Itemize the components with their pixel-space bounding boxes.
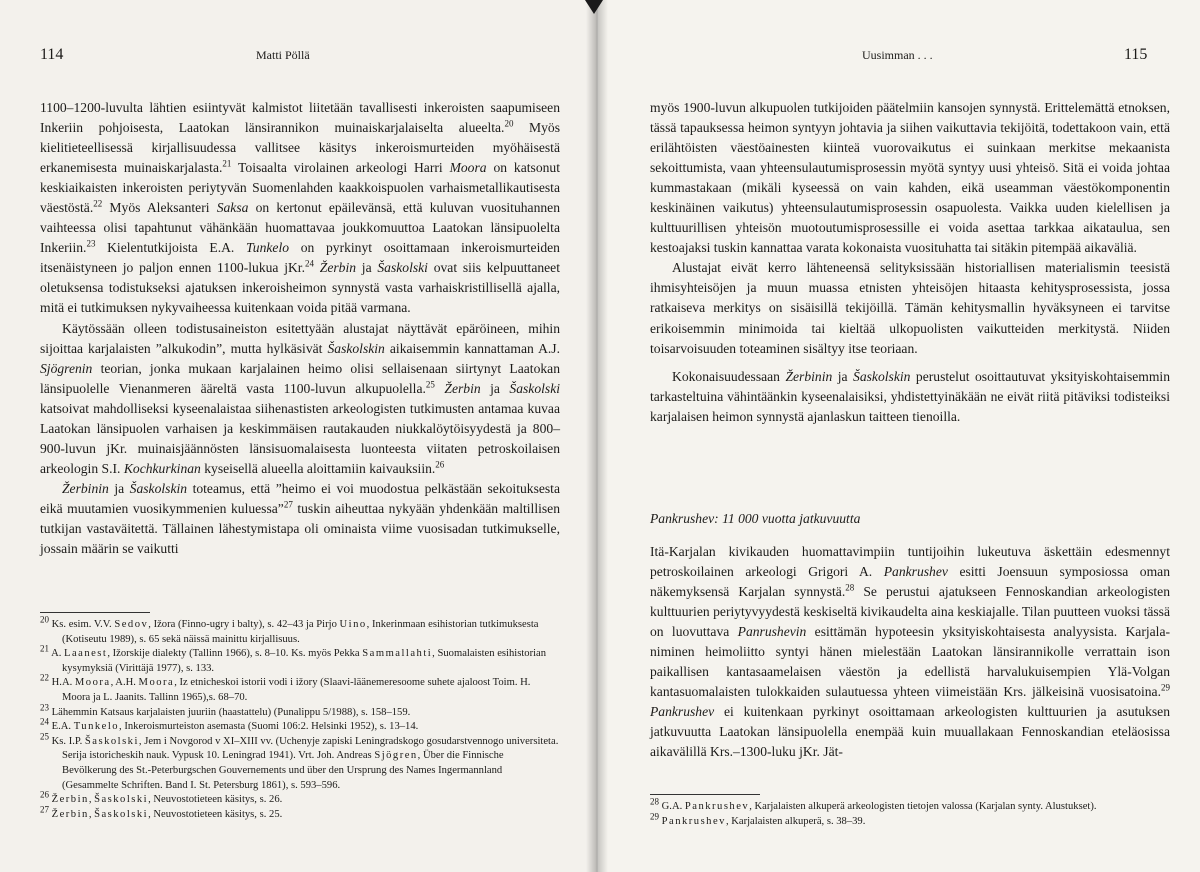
footnote-rule: [650, 794, 760, 795]
footnote: $^{28}$ G.A. Pankrushev, Karjalaisten alkuperä arkeologisten tietojen valossa (Karjalan synty. Alustukset).: [650, 796, 1097, 812]
right-running-head: Uusimman . . .: [862, 48, 933, 62]
left-body-text: [40, 98, 560, 559]
footnote: $^{29}$ Pankrushev, Karjalaisten alkuperä, s. 38–39.: [650, 811, 866, 827]
paragraph: Käytössään olleen todistusaineiston esitettyään alustajat näyttävät epäröineen, mihin sijoittaa karjalaisten ”alkukodin”, mutta hylkäsivät Šaskolskin aikaisemmin kannattaman A.J. Sjögrenin teorian, jonka mukaan karjalainen heimo olisi sellaisenaan siirtynyt Laatokan länsipuolelle Vienanmeren ääreltä vasta 1100-luvun alkupuolella.$^{25}$ Žerbin ja Šaskolski katsoivat mahdolliseksi kyseenalaistaa siihenastisten arkeologisten tutkimusten antamaa kuvaa Laatokan länsipuolen varhaisen ja keskimmäisen rautakauden niukkalöytöisyydestä ja 800–900-luvun jKr. muinaisjäännösten länsisuomalaisesta luonteesta viitaten petroskoilaisen arkeologin S.I. Kochkurkinan kyseisellä alueella aloittamiin kaivauksiin.$^{26}$: [40, 320, 561, 476]
footnote: $^{22}$ H.A. Moora, A.H. Moora, Iz etnicheskoi istorii vodi i ižory (Slaavi-läänemeresoome suhete ajaloost Toim. H. Moora ja L. Jaanits. Tallinn 1965),s. 68–70.: [40, 672, 531, 703]
section-heading: Pankrushev: 11 000 vuotta jatkuvuutta: [650, 511, 861, 526]
paragraph: Alustajat eivät kerro lähteneensä selityksissään historiallisen materialismin teesistä ihmisyhteisöjen ja muun muassa etnisten yhteisöjen hitaasta kehitysprosessista, jossa ratkaiseva merkitys on sisäisillä tekijöillä. Tämän kehitysmallin hyväksyneen ei tarvitse erikoisemmin minimoida tai kieltää ulkopuolisten vaikutteiden merkitystä. Niiden toisarvoisuuden toteaminen sisältyy itse teoriaan.: [650, 260, 1170, 356]
footnote: $^{24}$ E.A. Tunkelo, Inkeroismurteiston asemasta (Suomi 106:2. Helsinki 1952), s. 13–14.: [40, 716, 419, 733]
footnote: $^{21}$ A. Laanest, Ižorskije dialekty (Tallinn 1966), s. 8–10. Ks. myös Pekka Sammallahti, Suomalaisten esihistorian kysymyksiä (Virittäjä 1977), s. 133.: [40, 643, 547, 674]
footnote: $^{25}$ Ks. I.P. Šaskolski, Jem i Novgorod v XI–XIII vv. (Uchenyje zapiski Leningradskogo gosudarstvennogo universiteta. Serija istoricheskih nauk. Vypusk 10. Leningrad 1941). Vrt. Joh. Andreas Sjögren, Über die Finnische Bevölkerung des St.-Peterburgschen Gouvernements und über den Ursprung des Names Ingermannland (Gesammelte Schriften. Band I. St. Petersburg 1861), s. 593–596.: [40, 731, 559, 791]
paragraph: Kokonaisuudessaan Žerbinin ja Šaskolskin perustelut osoittautuvat yksityiskohtaisemmin tarkasteltuina vähintäänkin kyseenalaisiksi, yhdistettyinäkään ne eivät riitä pitäviksi todisteiksi karjalaisen heimon synnystä ajanlaskun taitteen tienoilla.: [650, 368, 1171, 424]
left-page-number: 114: [40, 46, 64, 63]
right-body-text: [650, 98, 1170, 427]
right-page-number: 115: [1124, 46, 1148, 63]
footnote-rule: [40, 612, 150, 613]
footnote: $^{20}$ Ks. esim. V.V. Sedov, Ižora (Finno-ugry i balty), s. 42–43 ja Pirjo Uino, Inkerinmaan esihistorian tutkimuksesta (Kotiseutu 1989), s. 65 sekä näissä mainittu kirjallisuus.: [40, 614, 539, 645]
left-running-head: Matti Pöllä: [256, 48, 310, 62]
paragraph: Itä-Karjalan kivikauden huomattavimpiin tuntijoihin lukeutuva äskettäin edesmennyt petroskoilainen arkeologi Grigori A. Pankrushev esitti Joensuun symposiossa oman näkemyksensä Karjalan synnystä.$^{28}$ Se perustui ajatukseen Fennoskandian arkeologisten kulttuurien periytyvyydestä keskiseltä kivikaudelta aina keskiajalle. Tilan puutteen vuoksi tässä on luovuttava Panrushevin esittämän hypoteesin yksityiskohtaisesta analyysista. Karjala-niminen heimoliitto syntyi hänen mielestään Laatokan länsirannikolle verrattain ison paikallisen kantasaamelaisen väestön ja edellistä harvalukuisempien Ylä-Volgan kantasuomalaisten tulokkaiden sulautuessa yhteen viimeistään Krs. jälkeisinä vuosisatoina.$^{29}$ Pankrushev ei kuitenkaan pyrkinyt osoittamaan arkeologisten kulttuurien ja asutuksen jatkuvuutta Laatokan länsipuolella enempää kuin muuallakaan Fennoskandian eteläosissa aikavälillä Krs.–1300-luku jKr. Jät-: [650, 544, 1170, 760]
footnote: $^{26}$ Žerbin, Šaskolski, Neuvostotieteen käsitys, s. 26.: [40, 789, 283, 806]
left-footnotes: [40, 614, 560, 822]
paragraph: 1100–1200-luvulta lähtien esiintyvät kalmistot liitetään tavallisesti inkeroisten saapumiseen Inkeriin pohjoisesta, Laatokan länsirannikon muinaiskarjalaiselta alueelta.$^{20}$ Myös kielitieteellisessä kirjallisuudessa vallitsee käsitys inkeroismurteiden myöhäisestä erkanemisesta muinaiskarjalasta.$^{21}$ Toisaalta virolainen arkeologi Harri Moora on katsonut keskiaikaisten inkeroisten periytyvän Suomenlahden kaakkoispuolen varhaismetallikautisesta väestöstä.$^{22}$ Myös Aleksanteri Saksa on kertonut epäilevänsä, että kuluvan vuosituhannen vaihteessa olisi tapahtunut vähänkään huomattavaa joukkomuuttoa Laatokan länsipuolelta Inkeriin.$^{23}$ Kielentutkijoista E.A. Tunkelo on pyrkinyt osoittamaan inkeroismurteiden itsenäistyneen jo paljon ennen 1100-lukua jKr.$^{24}$ Žerbin ja Šaskolski ovat siis kelpuuttaneet oletuksensa todistukseksi ajatuksen inkeroisheimon synnystä vasta varhaiskristillisellä ajalla, mitä ei tutkimuksen nykyvaiheessa kuitenkaan voida pitää varmana.: [40, 100, 560, 316]
footnote: $^{23}$ Lähemmin Katsaus karjalaisten juuriin (haastattelu) (Punalippu 5/1988), s. 158–159.: [40, 702, 411, 718]
paragraph: myös 1900-luvun alkupuolen tutkijoiden päätelmiin kansojen synnystä. Erittelemättä etnoksen, tässä tapauksessa heimon syntyyn johtavia ja siihen vaikuttavia tekijöitä, todettakoon vain, että erilähtöisten väestöainesten kiinteä vuorovaikutus ei suinkaan merkitse mekaanista sekoittumista, vaan yhteensulautumisprosessin myötä syntyy uusi yhteisö. Sitä ei voida johtaa kummastakaan (mikäli kyseessä on vain kahden, eikä useamman väestökomponentin keskinäinen vaikutus) yhteensulautumisprosessin osapuolesta. Vaikka uuden kielellisen ja kulttuurillisen yhteisön muotoutumisprosessille ei voida asettaa tarkkaa aikataulua, sen kestoajaksi tuskin kannattaa varata kokonaista vuosituhatta tai sitäkin pitempää aikaväliä.: [650, 100, 1170, 256]
right-page: [596, 0, 1200, 872]
right-body-text-2: [650, 542, 1170, 763]
book-gutter-shadow: [586, 0, 608, 872]
footnote: $^{27}$ Žerbin, Šaskolski, Neuvostotieteen käsitys, s. 25.: [40, 804, 283, 820]
left-page: [0, 0, 596, 872]
right-footnotes: [650, 796, 1170, 829]
paragraph: Žerbinin ja Šaskolskin toteamus, että ”heimo ei voi muodostua pelkästään sekoituksesta eikä muutamien vuosikymmenien kuluessa”$^{27}$ tuskin aiheuttaa nykyään yhdenkään maltillisen tutkijan vastaväitettä. Tällainen lähestymistapa oli ominaista viime vuosisadan tutkimukselle, jossain määrin se vaikutti: [40, 480, 561, 557]
bookmark-notch: [585, 0, 603, 14]
